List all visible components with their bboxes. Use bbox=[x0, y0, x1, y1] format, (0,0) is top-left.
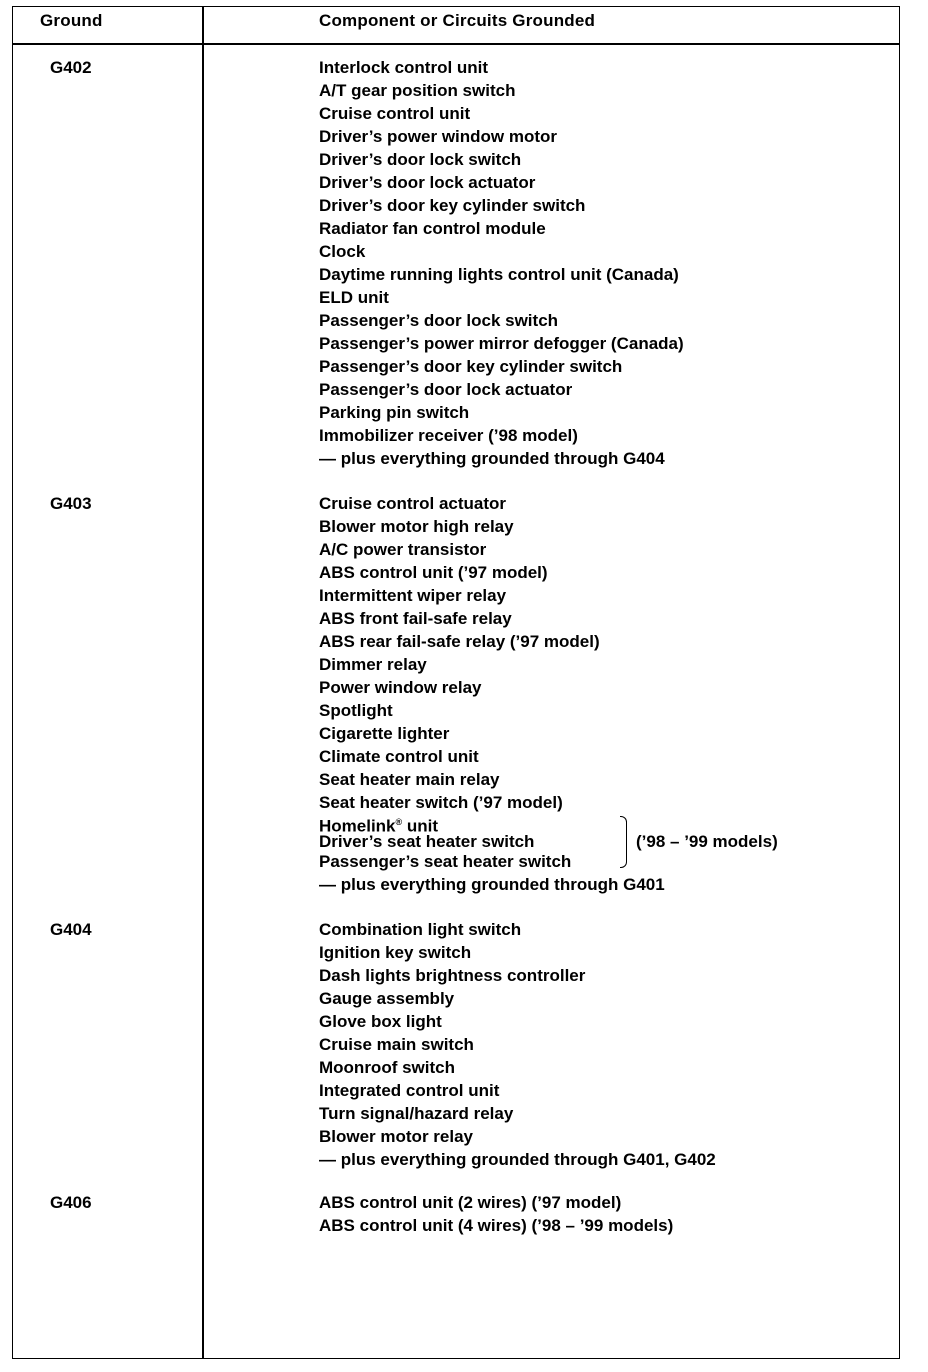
bracket-note: (’98 – ’99 models) bbox=[636, 832, 778, 851]
list-item: Seat heater switch (’97 model) bbox=[319, 793, 563, 812]
list-item: ELD unit bbox=[319, 288, 389, 307]
column-divider bbox=[202, 6, 204, 1359]
header-ground: Ground bbox=[40, 11, 103, 30]
list-item: Interlock control unit bbox=[319, 58, 489, 77]
header-rule bbox=[12, 43, 900, 45]
list-item: — plus everything grounded through G401, G402 bbox=[319, 1150, 716, 1169]
list-item: Power window relay bbox=[319, 678, 482, 697]
list-item: ABS rear fail-safe relay (’97 model) bbox=[319, 632, 600, 651]
list-item: Dimmer relay bbox=[319, 655, 427, 674]
homelink-label: Homelink bbox=[319, 816, 396, 836]
ground-label-g403: G403 bbox=[50, 494, 92, 513]
list-item: Dash lights brightness controller bbox=[319, 966, 586, 985]
list-item: Passenger’s door key cylinder switch bbox=[319, 357, 623, 376]
list-item: Climate control unit bbox=[319, 747, 479, 766]
header-components: Component or Circuits Grounded bbox=[319, 11, 596, 30]
list-item: Ignition key switch bbox=[319, 943, 472, 962]
list-item: ABS front fail-safe relay bbox=[319, 609, 512, 628]
ground-label-g406: G406 bbox=[50, 1193, 92, 1212]
list-item: — plus everything grounded through G404 bbox=[319, 449, 665, 468]
list-item: Combination light switch bbox=[319, 920, 522, 939]
list-item: Cigarette lighter bbox=[319, 724, 450, 743]
list-item: Immobilizer receiver (’98 model) bbox=[319, 426, 578, 445]
list-item: Integrated control unit bbox=[319, 1081, 500, 1100]
list-item: Clock bbox=[319, 242, 366, 261]
list-item: Cruise control actuator bbox=[319, 494, 507, 513]
ground-label-g404: G404 bbox=[50, 920, 92, 939]
list-item: Driver’s seat heater switch bbox=[319, 832, 535, 851]
homelink-suffix: unit bbox=[402, 816, 439, 836]
list-item: Seat heater main relay bbox=[319, 770, 500, 789]
list-item: Passenger’s power mirror defogger (Canada) bbox=[319, 334, 684, 353]
list-item: Blower motor relay bbox=[319, 1127, 473, 1146]
list-item: Radiator fan control module bbox=[319, 219, 546, 238]
list-item: Daytime running lights control unit (Canada) bbox=[319, 265, 679, 284]
list-item: — plus everything grounded through G401 bbox=[319, 875, 665, 894]
list-item: Moonroof switch bbox=[319, 1058, 455, 1077]
list-item: Driver’s door lock actuator bbox=[319, 173, 536, 192]
list-item: Cruise main switch bbox=[319, 1035, 474, 1054]
list-item: Gauge assembly bbox=[319, 989, 455, 1008]
list-item: Blower motor high relay bbox=[319, 517, 514, 536]
list-item: ABS control unit (4 wires) (’98 – ’99 models) bbox=[319, 1216, 674, 1235]
list-item: Passenger’s door lock actuator bbox=[319, 380, 573, 399]
list-item: Passenger’s seat heater switch bbox=[319, 852, 572, 871]
list-item: Turn signal/hazard relay bbox=[319, 1104, 514, 1123]
list-item: Cruise control unit bbox=[319, 104, 471, 123]
ground-label-g402: G402 bbox=[50, 58, 92, 77]
list-item: Glove box light bbox=[319, 1012, 442, 1031]
registered-mark: ® bbox=[395, 817, 403, 827]
list-item: A/T gear position switch bbox=[319, 81, 516, 100]
list-item: Driver’s door lock switch bbox=[319, 150, 522, 169]
list-item: Driver’s door key cylinder switch bbox=[319, 196, 586, 215]
list-item: Driver’s power window motor bbox=[319, 127, 558, 146]
list-item: ABS control unit (2 wires) (’97 model) bbox=[319, 1193, 622, 1212]
list-item: ABS control unit (’97 model) bbox=[319, 563, 548, 582]
list-item: A/C power transistor bbox=[319, 540, 487, 559]
list-item: Passenger’s door lock switch bbox=[319, 311, 559, 330]
bracket bbox=[620, 816, 627, 868]
list-item: Spotlight bbox=[319, 701, 393, 720]
list-item: Intermittent wiper relay bbox=[319, 586, 507, 605]
list-item: Parking pin switch bbox=[319, 403, 470, 422]
